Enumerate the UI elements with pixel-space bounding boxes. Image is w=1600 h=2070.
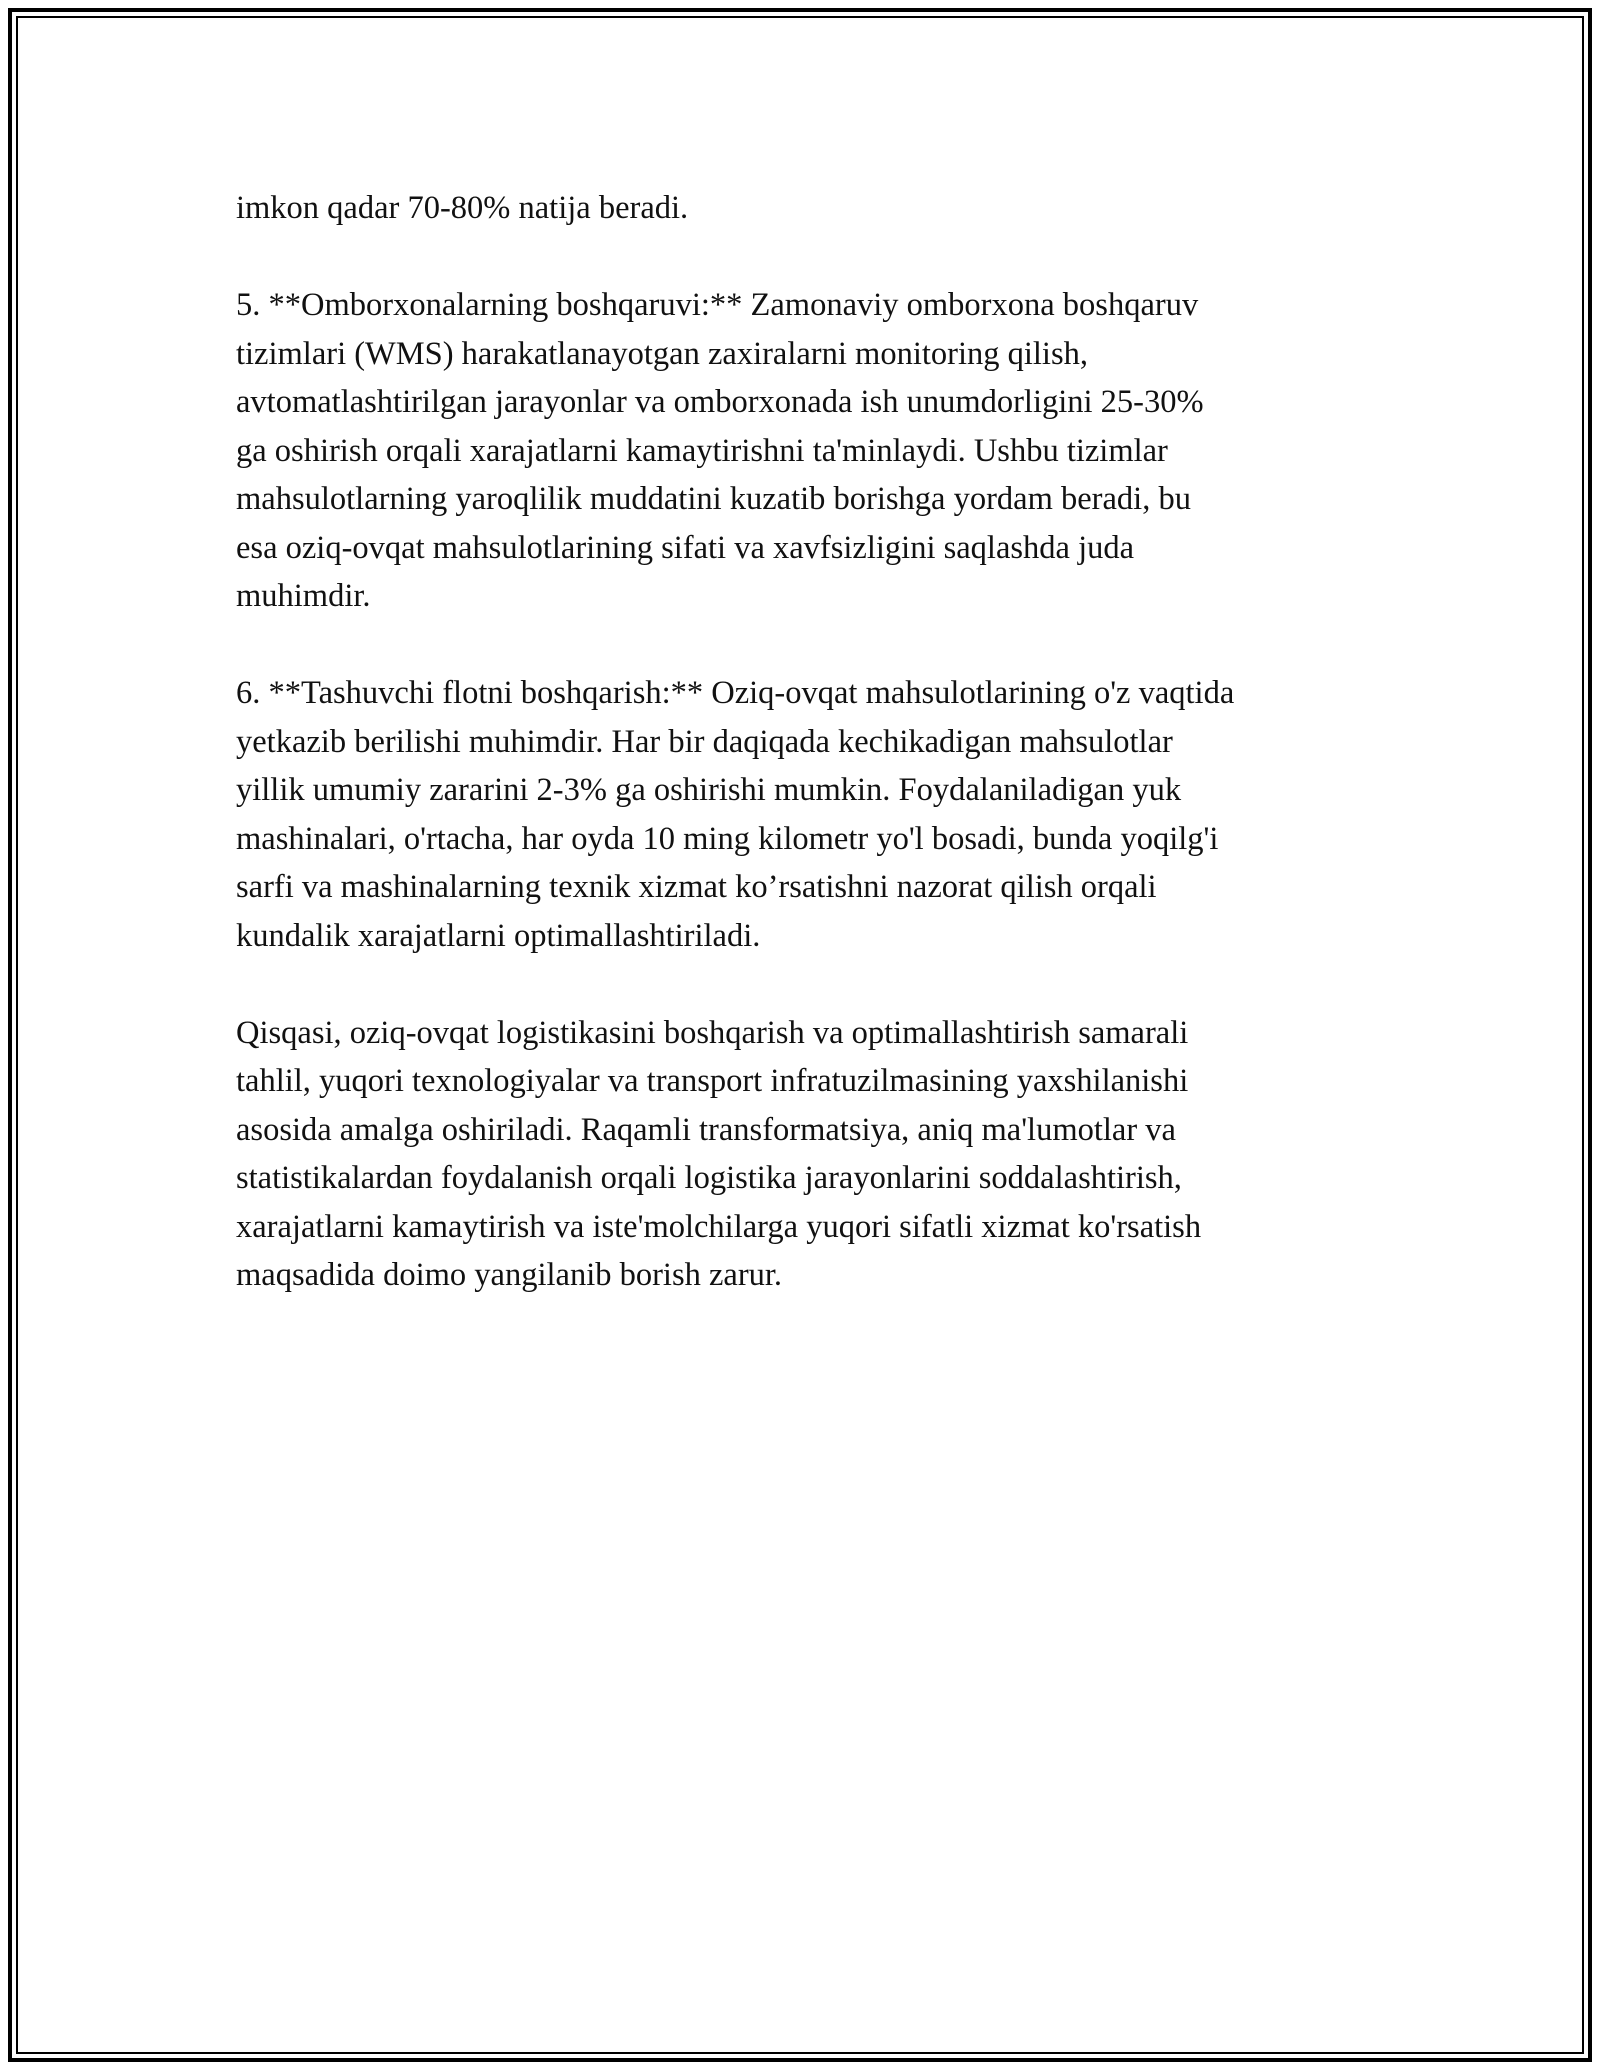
document-body <box>236 184 1386 1348</box>
paragraph-continuation: imkon qadar 70-80% natija beradi. <box>236 190 689 226</box>
paragraph-fleet-management: 6. **Tashuvchi flotni boshqarish:** Oziq-ovqat mahsulotlarining o'z vaqtida yetkazib berilishi muhimdir. Har bir daqiqada kechikadigan mahsulotlar yillik umumiy zararini 2-3% ga oshirishi mumkin. Foydalaniladigan yuk mashinalari, o'rtacha, har oyda 10 ming kilometr yo'l bosadi, bunda yoqilg'i sarfi va mashinalarning texnik xizmat ko’rsatishni nazorat qilish orqali kundalik xarajatlarni optimallashtiriladi. <box>236 675 1235 954</box>
paragraph-conclusion: Qisqasi, oziq-ovqat logistikasini boshqarish va optimallashtirish samarali tahlil, yuqori texnologiyalar va transport infratuzilmasining yaxshilanishi asosida amalga oshiriladi. Raqamli transformatsiya, aniq ma'lumotlar va statistikalardan foydalanish orqali logistika jarayonlarini soddalashtirish, xarajatlarni kamaytirish va iste'molchilarga yuqori sifatli xizmat ko'rsatish maqsadida doimo yangilanib borish zarur. <box>236 1014 1202 1293</box>
paragraph-warehouse-management: 5. **Omborxonalarning boshqaruvi:** Zamonaviy omborxona boshqaruv tizimlari (WMS) harakatlanayotgan zaxiralarni monitoring qilish, avtomatlashtirilgan jarayonlar va omborxonada ish unumdorligini 25-30% ga oshirish orqali xarajatlarni kamaytirishni ta'minlaydi. Ushbu tizimlar mahsulotlarning yaroqlilik muddatini kuzatib borishga yordam beradi, bu esa oziq-ovqat mahsulotlarining sifati va xavfsizligini saqlashda juda muhimdir. <box>236 287 1204 614</box>
